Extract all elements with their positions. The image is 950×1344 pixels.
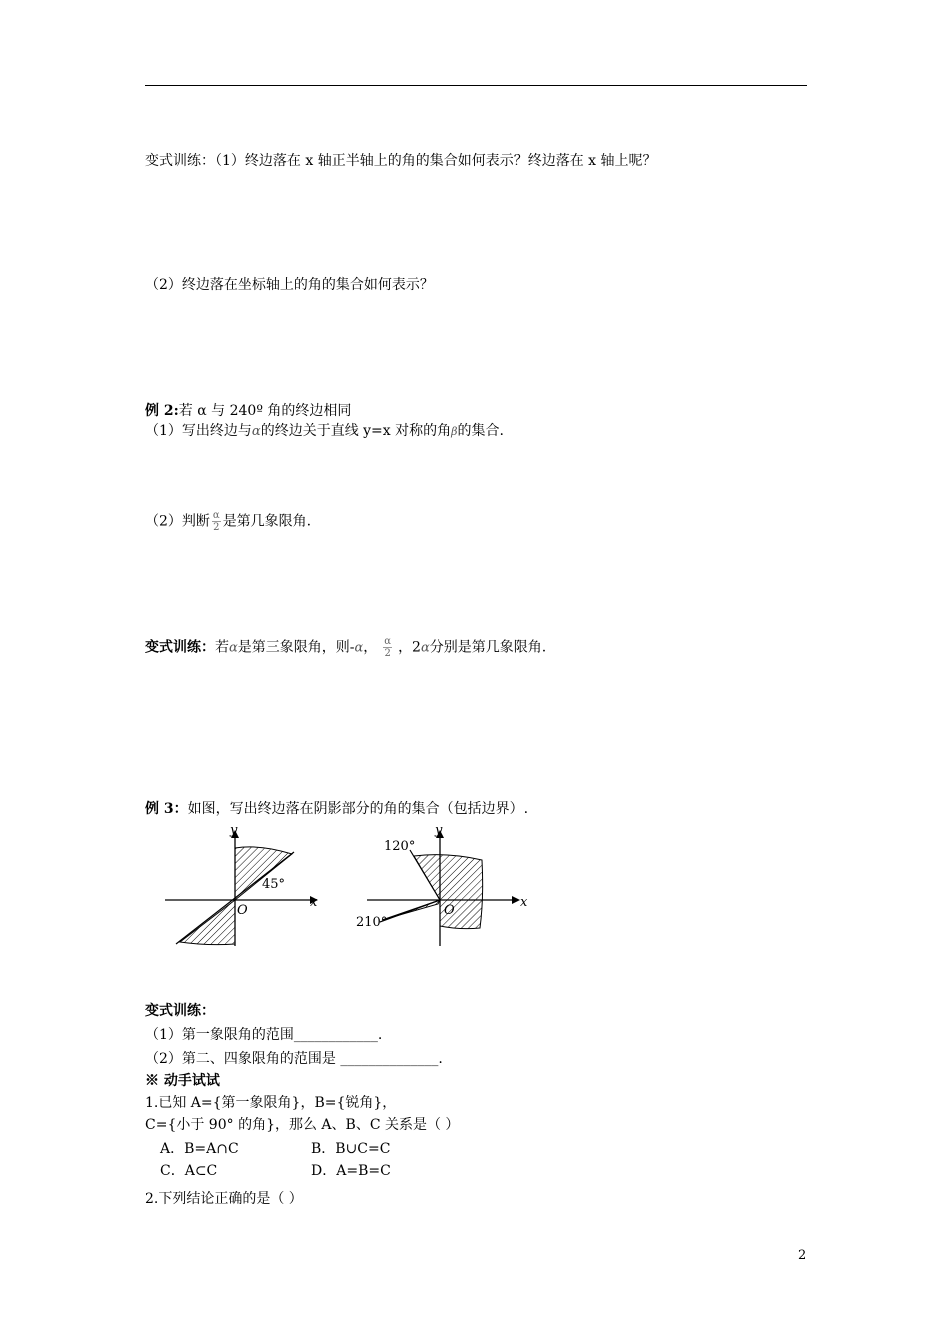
alpha-symbol: α: [354, 640, 364, 656]
shaded-region-lower: [180, 900, 235, 945]
example3-stem: [145, 800, 528, 818]
variant2-t4: ，2: [398, 639, 421, 656]
variant3-label: 变式训练：: [145, 1003, 215, 1019]
fraction-denominator: 2: [384, 648, 391, 659]
alpha-symbol: α: [229, 640, 238, 656]
option-d: D．A=B=C: [311, 1163, 391, 1179]
alpha-symbol: α: [420, 640, 430, 656]
angle-label-210: 210°: [356, 915, 388, 930]
practice-q1-line1: 1.已知 A={第一象限角}，B={锐角}，: [145, 1095, 397, 1111]
practice-q1-line2: C={小于 90° 的角}，那么 A、B、C 关系是（ ）: [145, 1117, 460, 1133]
variant2-label: 变式训练：: [145, 639, 215, 656]
example2-part2: [145, 510, 311, 533]
y-label: y: [230, 823, 238, 838]
y-label: y: [435, 823, 443, 838]
alpha-symbol: α: [251, 424, 261, 439]
variant2-t5: 分别是第几象限角.: [429, 639, 547, 656]
fraction-numerator: α: [212, 510, 220, 521]
example3-label: 例 3：: [145, 801, 188, 817]
fraction-numerator: α: [384, 636, 392, 647]
variant1-q1: 变式训练：（1）终边落在 x 轴正半轴上的角的集合如何表示？终边落在 x 轴上呢？: [145, 153, 657, 169]
practice-title: ※ 动手试试: [145, 1073, 220, 1089]
practice-q2: 2.下列结论正确的是（ ）: [145, 1191, 303, 1207]
example2-stem-text: 若 α 与 240º 角的终边相同: [178, 403, 352, 419]
angle-label-45: 45°: [262, 877, 286, 892]
variant3-q2: （2）第二、四象限角的范围是 ______________.: [145, 1051, 443, 1067]
example2-part2-b: 是第几象限角.: [222, 513, 312, 530]
example2-part1-b: 的终边关于直线 y=x 对称的角: [260, 423, 452, 439]
header-rule: [145, 85, 807, 86]
angle-label-120: 120°: [384, 839, 416, 854]
variant2-t2: 是第三象限角，则-: [237, 639, 355, 656]
terminal-line-210: [380, 900, 440, 922]
x-label: x: [310, 895, 318, 910]
alpha-over-2-fraction: [383, 636, 392, 659]
example2-stem: [145, 402, 351, 420]
example3-stem-text: 如图，写出终边落在阴影部分的角的集合（包括边界）.: [187, 801, 529, 817]
variant3-q1: （1）第一象限角的范围____________.: [145, 1027, 383, 1043]
variant2: [145, 636, 546, 659]
x-axis-arrow-icon: [512, 896, 520, 904]
example2-part2-a: （2）判断: [145, 513, 210, 530]
variant1-q2: （2）终边落在坐标轴上的角的集合如何表示？: [145, 277, 434, 293]
variant2-t3: ，: [363, 639, 378, 656]
origin-label: O: [444, 903, 455, 918]
fraction-denominator: 2: [213, 522, 220, 533]
origin-label: O: [237, 903, 248, 918]
variant2-t1: 若: [215, 639, 229, 656]
alpha-over-2-fraction: [212, 510, 221, 533]
example2-part1: [145, 422, 504, 441]
option-a: A．B=A∩C: [160, 1141, 239, 1157]
figure-1: [160, 818, 340, 952]
option-b: B．B∪C=C: [311, 1141, 391, 1157]
option-c: C．A⊂C: [160, 1163, 218, 1179]
figure-2: [352, 818, 537, 952]
example2-part1-c: 的集合.: [457, 423, 504, 439]
example2-part1-a: （1）写出终边与: [145, 423, 252, 439]
example2-label: 例 2:: [145, 403, 179, 419]
x-label: x: [520, 895, 528, 910]
beta-symbol: β: [451, 425, 458, 438]
page-number: 2: [798, 1248, 807, 1263]
